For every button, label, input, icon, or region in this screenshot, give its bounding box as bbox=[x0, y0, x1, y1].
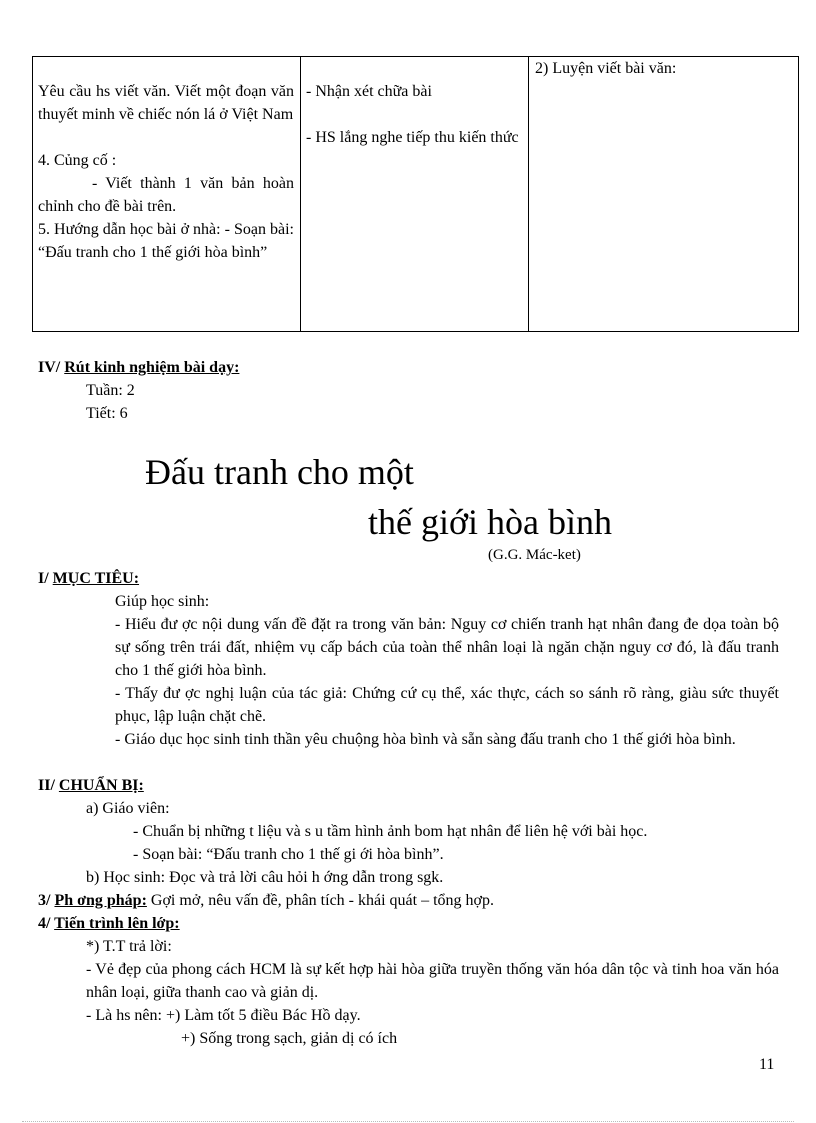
cell-text: 4. Củng cố : bbox=[38, 152, 117, 169]
section-4-heading: IV/ Rút kinh nghiệm bài dạy: bbox=[38, 359, 240, 376]
table-cell-teacher bbox=[33, 57, 301, 332]
week-label: Tuần: 2 bbox=[86, 382, 135, 399]
objectives-intro: Giúp học sinh: bbox=[115, 593, 210, 610]
section-4-process-heading: 4/ Tiến trình lên lớp: bbox=[38, 915, 180, 932]
page-divider bbox=[22, 1121, 794, 1122]
lesson-title-line-2: thế giới hòa bình bbox=[368, 502, 613, 542]
cell-text: 2) Luyện viết bài văn: bbox=[535, 60, 677, 77]
table-cell-content bbox=[529, 57, 799, 332]
objective-1: - Hiểu đư ợc nội dung vấn đề đặt ra trong văn bản: Nguy cơ chiến tranh hạt nhân đang đe dọa toàn bộ sự sống trên trái đất, nhiệm vụ cấp bách của toàn thể nhân loại là ngăn chặn nguy cơ đó, là đấu tranh cho 1 thế giới hòa bình. bbox=[115, 616, 779, 679]
cell-text: - Nhận xét chữa bài bbox=[306, 83, 432, 100]
cell-text: 5. Hướng dẫn học bài ở nhà: - Soạn bài: “Đấu tranh cho 1 thế giới hòa bình” bbox=[38, 221, 294, 261]
process-line-4: +) Sống trong sạch, giản dị có ích bbox=[181, 1030, 398, 1047]
teacher-prep-label: a) Giáo viên: bbox=[86, 800, 170, 817]
objective-3: - Giáo dục học sinh tinh thần yêu chuộng hòa bình và sẵn sàng đấu tranh cho 1 thế giới hòa bình. bbox=[115, 731, 736, 748]
lesson-table bbox=[32, 56, 799, 332]
lesson-title-line-1: Đấu tranh cho một bbox=[145, 452, 414, 492]
teacher-prep-2: - Soạn bài: “Đấu tranh cho 1 thế gi ới hòa bình”. bbox=[133, 846, 444, 863]
table-cell-student bbox=[301, 57, 529, 332]
page-number: 11 bbox=[759, 1056, 775, 1073]
teacher-prep-1: - Chuẩn bị những t liệu và s u tầm hình ảnh bom hạt nhân để liên hệ với bài học. bbox=[133, 823, 648, 840]
process-line-1: *) T.T trả lời: bbox=[86, 938, 172, 955]
cell-text: - Viết thành 1 văn bản hoàn chỉnh cho đề bài trên. bbox=[38, 175, 294, 215]
section-1-heading: I/ MỤC TIÊU: bbox=[38, 570, 140, 587]
period-label: Tiết: 6 bbox=[86, 405, 128, 422]
cell-text: Yêu cầu hs viết văn. Viết một đoạn văn thuyết minh về chiếc nón lá ở Việt Nam bbox=[38, 83, 294, 123]
section-2-heading: II/ CHUẨN BỊ: bbox=[38, 777, 144, 794]
process-line-3: - Là hs nên: +) Làm tốt 5 điều Bác Hồ dạy. bbox=[86, 1007, 361, 1024]
cell-text: - HS lắng nghe tiếp thu kiến thức bbox=[306, 129, 519, 146]
process-line-2: - Vẻ đẹp của phong cách HCM là sự kết hợp hài hòa giữa truyền thống văn hóa dân tộc và tinh hoa văn hóa nhân loại, giữa thanh cao và giản dị. bbox=[86, 961, 779, 1001]
author: (G.G. Mác-ket) bbox=[488, 547, 581, 563]
section-3-heading: 3/ Ph ơng pháp: Gợi mở, nêu vấn đề, phân tích - khái quát – tổng hợp. bbox=[38, 892, 494, 909]
student-prep: b) Học sinh: Đọc và trả lời câu hỏi h ớng dẫn trong sgk. bbox=[86, 869, 444, 886]
objective-2: - Thấy đư ợc nghị luận của tác giả: Chứng cứ cụ thể, xác thực, cách so sánh rõ ràng, giàu sức thuyết phục, lập luận chặt chẽ. bbox=[115, 685, 779, 725]
table-row bbox=[33, 57, 799, 332]
